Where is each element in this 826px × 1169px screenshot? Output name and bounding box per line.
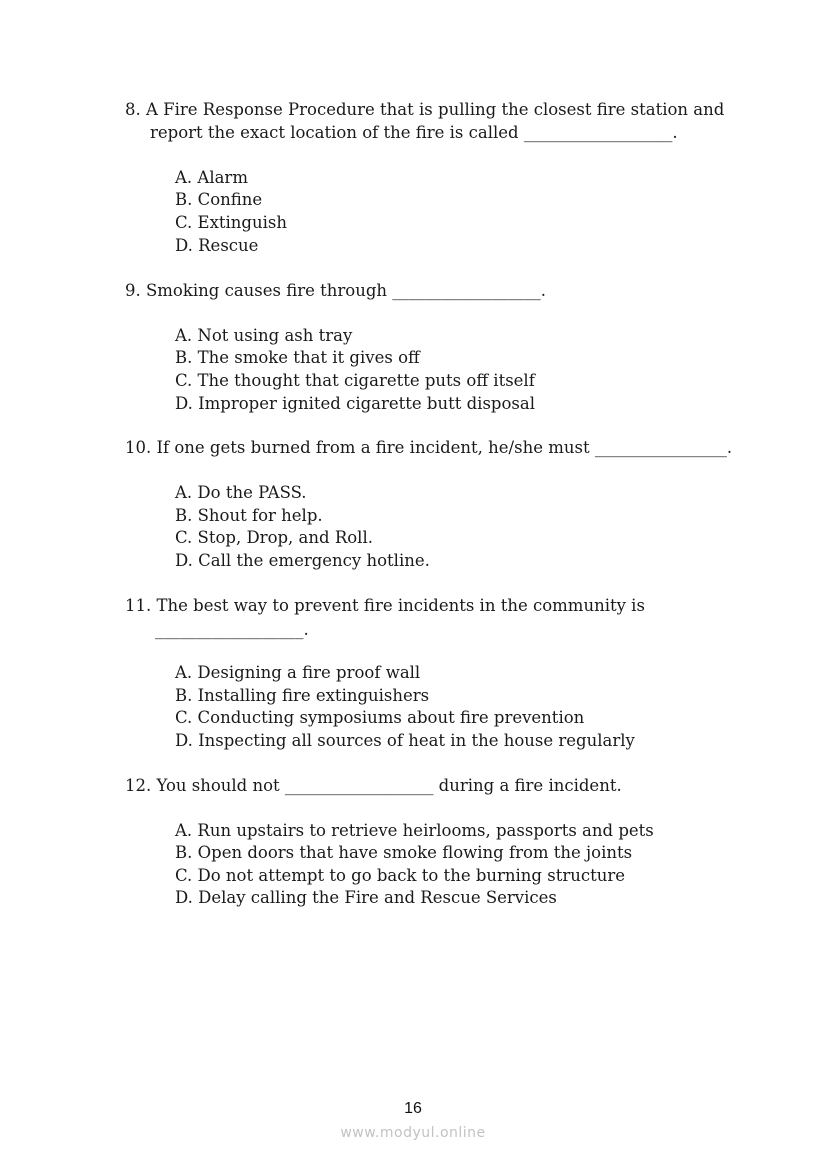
question-8-choice-a: A. Alarm xyxy=(175,168,248,187)
question-11-choice-d: D. Inspecting all sources of heat in the house regularly xyxy=(175,731,635,750)
question-11-choice-c: C. Conducting symposiums about fire prevention xyxy=(175,708,585,727)
question-10-choice-b: B. Shout for help. xyxy=(175,506,323,525)
question-11-choice-b: B. Installing fire extinguishers xyxy=(175,686,430,705)
question-9-choice-d: D. Improper ignited cigarette butt disposal xyxy=(175,394,536,413)
question-9-choice-a: A. Not using ash tray xyxy=(175,326,353,345)
question-9-choice-b: B. The smoke that it gives off xyxy=(175,348,420,367)
question-8-choice-d: D. Rescue xyxy=(175,236,259,255)
question-11-line-1: 11. The best way to prevent fire incidents in the community is xyxy=(125,596,645,615)
question-9-choice-c: C. The thought that cigarette puts off itself xyxy=(175,371,535,390)
question-11-line-2: __________________. xyxy=(155,620,309,639)
question-10-choice-d: D. Call the emergency hotline. xyxy=(175,551,430,570)
question-8-choice-b: B. Confine xyxy=(175,190,263,209)
question-12-choice-b: B. Open doors that have smoke flowing from the joints xyxy=(175,843,633,862)
question-12-line-1: 12. You should not __________________ during a fire incident. xyxy=(125,776,622,795)
question-12-choice-c: C. Do not attempt to go back to the burning structure xyxy=(175,866,626,885)
question-8-line-1: 8. A Fire Response Procedure that is pulling the closest fire station and xyxy=(125,100,725,119)
question-10-choice-c: C. Stop, Drop, and Roll. xyxy=(175,528,373,547)
question-11-choice-a: A. Designing a fire proof wall xyxy=(175,663,421,682)
question-12-choice-a: A. Run upstairs to retrieve heirlooms, passports and pets xyxy=(175,821,654,840)
question-8-line-2: report the exact location of the fire is called __________________. xyxy=(150,123,678,142)
question-8-choice-c: C. Extinguish xyxy=(175,213,287,232)
watermark: www.modyul.online xyxy=(340,1125,486,1141)
question-10-choice-a: A. Do the PASS. xyxy=(175,483,307,502)
page-number: 16 xyxy=(404,1100,422,1117)
question-12-choice-d: D. Delay calling the Fire and Rescue Services xyxy=(175,888,557,907)
question-10-line-1: 10. If one gets burned from a fire incident, he/she must ________________. xyxy=(125,438,733,457)
question-9-line-1: 9. Smoking causes fire through __________________. xyxy=(125,281,547,300)
